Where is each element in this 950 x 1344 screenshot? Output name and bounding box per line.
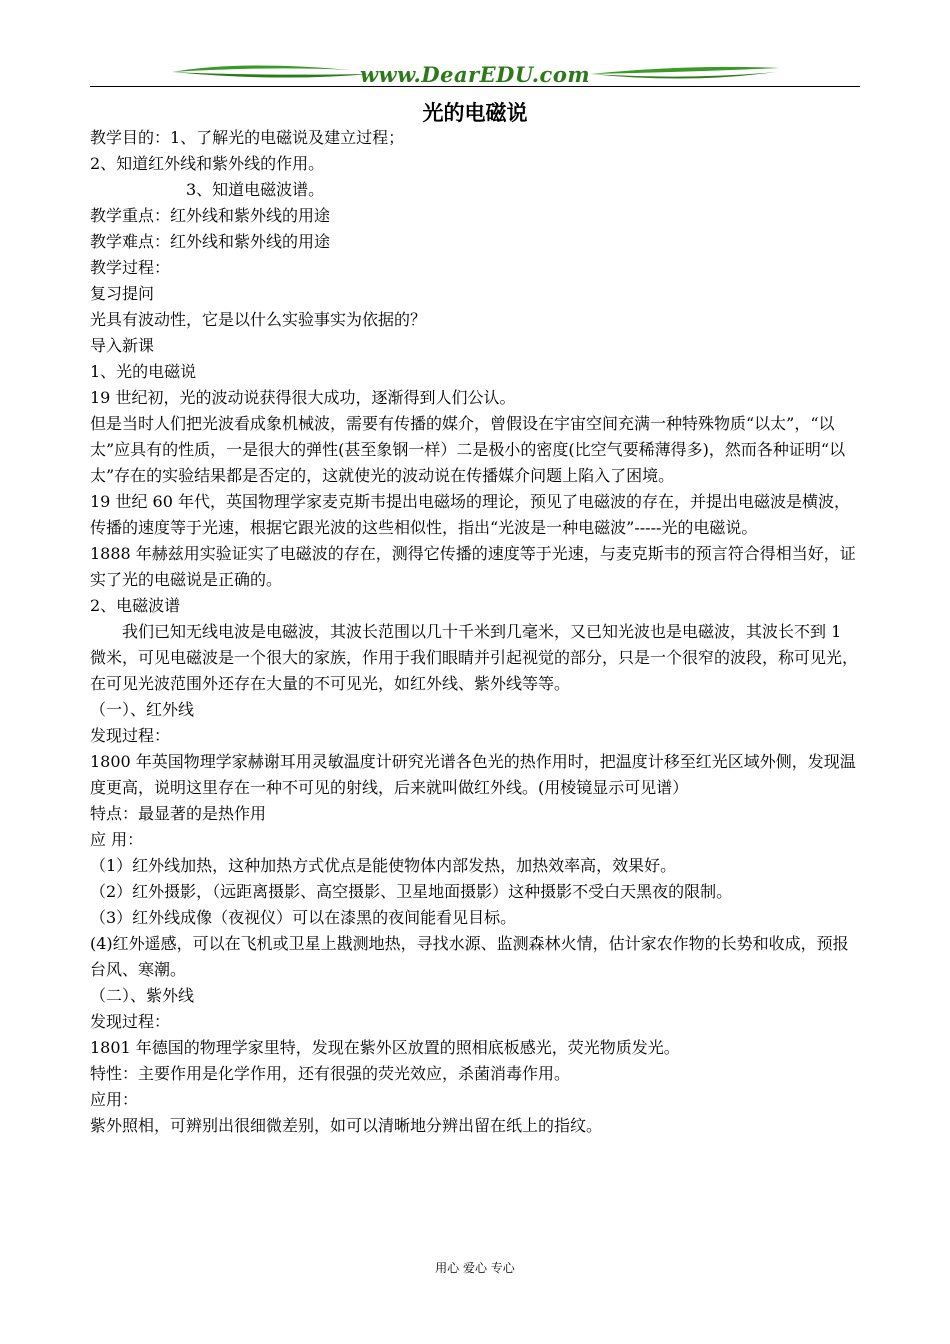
paragraph: 教学过程： [90,258,171,277]
paragraph: 导入新课 [90,336,155,355]
paragraph: 1801 年德国的物理学家里特，发现在紫外区放置的照相底板感光，荧光物质发光。 [90,1038,680,1057]
paragraph: 复习提问 [90,284,155,303]
page-title: 光的电磁说 [422,101,528,125]
paragraph: 特点：最显著的是热作用 [90,804,267,823]
paragraph: 紫外照相，可辨别出很细微差别，如可以清晰地分辨出留在纸上的指纹。 [90,1116,603,1135]
paragraph: 教学重点：红外线和紫外线的用途 [90,206,331,225]
paragraph: 光具有波动性，它是以什么实验事实为依据的？ [90,310,427,329]
paragraph: 1800 年英国物理学家赫谢耳用灵敏温度计研究光谱各色光的热作用时，把温度计移至红光区域外侧，发现温度更高，说明这里存在一种不可见的射线，后来就叫做红外线。(用棱镜显示可见谱） [90,752,856,797]
list-item: （2）红外摄影，（远距离摄影、高空摄影、卫星地面摄影）这种摄影不受白天黑夜的限制。 [90,882,733,901]
section-heading: （二）、紫外线 [90,986,195,1005]
list-item: （3）红外线成像（夜视仪）可以在漆黑的夜间能看见目标。 [90,908,517,927]
site-url[interactable]: www.DearEDU.com [359,62,591,87]
paragraph: 但是当时人们把光波看成象机械波，需要有传播的媒介，曾假设在宇宙空间充满一种特殊物质“以太”，“以太”应具有的性质，一是很大的弹性(甚至象钢一样）二是极小的密度(比空气要稀薄得多)，然而各种证明“以太”存在的实验结果都是否定的，这就使光的波动说在传播媒介问题上陷入了困境。 [90,414,846,485]
document-body [90,125,862,1139]
paragraph: 特性：主要作用是化学作用，还有很强的荧光效应，杀菌消毒作用。 [90,1064,571,1083]
page-footer: 用心 爱心 专心 [435,1261,515,1275]
paragraph: 3、知道电磁波谱。 [186,180,325,199]
header-divider [90,86,860,87]
paragraph: 发现过程： [90,1012,171,1031]
paragraph: 我们已知无线电波是电磁波，其波长范围以几十千米到几毫米，又已知光波也是电磁波，其波长不到 1 微米，可见电磁波是一个很大的家族，作用于我们眼睛并引起视觉的部分，只是一个很窄的波段，称可见光，在可见光波范围外还存在大量的不可见光，如红外线、紫外线等等。 [90,622,859,693]
paragraph: 教学难点：红外线和紫外线的用途 [90,232,331,251]
paragraph: 应用： [90,1090,139,1109]
section-heading: （一）、红外线 [90,700,195,719]
paragraph: 教学目的：1、了解光的电磁说及建立过程； [90,128,405,147]
section-heading: 1、光的电磁说 [90,362,197,381]
site-header [90,58,860,98]
paragraph: 19 世纪 60 年代，英国物理学家麦克斯韦提出电磁场的理论，预见了电磁波的存在，并提出电磁波是横波，传播的速度等于光速，根据它跟光波的这些相似性，指出“光波是一种电磁波”-----光的电磁说。 [90,492,850,537]
list-item: （1）红外线加热，这种加热方式优点是能使物体内部发热，加热效率高，效果好。 [90,856,677,875]
paragraph: 19 世纪初，光的波动说获得很大成功，逐渐得到人们公认。 [90,388,516,407]
paragraph: 发现过程： [90,726,171,745]
list-item: (4)红外遥感，可以在飞机或卫星上戡测地热，寻找水源、监测森林火情，估计家农作物的长势和收成，预报台风、寒潮。 [90,934,849,979]
paragraph: 1888 年赫兹用实验证实了电磁波的存在，测得它传播的速度等于光速，与麦克斯韦的预言符合得相当好，证实了光的电磁说是正确的。 [90,544,856,589]
paragraph: 2、知道红外线和紫外线的作用。 [90,154,325,173]
paragraph: 应 用： [90,830,144,849]
section-heading: 2、电磁波谱 [90,596,181,615]
